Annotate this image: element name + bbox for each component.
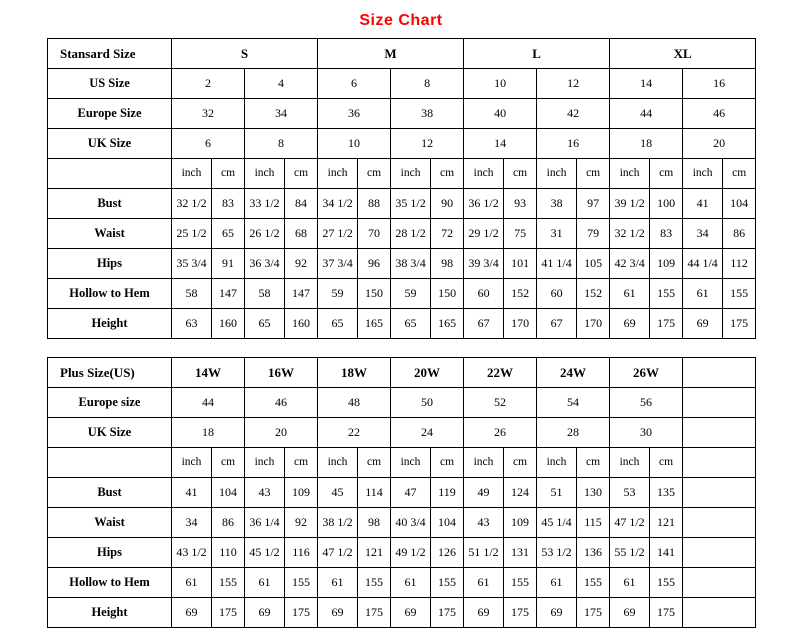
blank-cell <box>683 538 756 568</box>
measure-value: 44 1/4 <box>683 249 723 279</box>
unit-label: cm <box>577 448 610 478</box>
row-label: Waist <box>48 508 172 538</box>
measure-value: 32 1/2 <box>172 189 212 219</box>
measure-value: 69 <box>391 598 431 628</box>
group-header: 14W <box>172 358 245 388</box>
group-header: 22W <box>464 358 537 388</box>
table-row <box>48 219 756 249</box>
table-row <box>48 249 756 279</box>
measure-value: 58 <box>245 279 285 309</box>
table-row <box>48 418 756 448</box>
measure-value: 42 3/4 <box>610 249 650 279</box>
measure-value: 61 <box>610 568 650 598</box>
measure-value: 28 1/2 <box>391 219 431 249</box>
measure-value: 86 <box>212 508 245 538</box>
measure-value: 68 <box>285 219 318 249</box>
size-value: 42 <box>537 99 610 129</box>
measure-value: 101 <box>504 249 537 279</box>
measure-value: 104 <box>212 478 245 508</box>
unit-label: cm <box>504 159 537 189</box>
measure-value: 72 <box>431 219 464 249</box>
measure-value: 51 <box>537 478 577 508</box>
group-header: 26W <box>610 358 683 388</box>
measure-value: 155 <box>285 568 318 598</box>
measure-value: 59 <box>318 279 358 309</box>
unit-label: cm <box>212 159 245 189</box>
unit-label: cm <box>285 159 318 189</box>
measure-value: 175 <box>577 598 610 628</box>
measure-value: 36 1/4 <box>245 508 285 538</box>
measure-value: 32 1/2 <box>610 219 650 249</box>
unit-label: cm <box>212 448 245 478</box>
size-value: 12 <box>391 129 464 159</box>
measure-value: 175 <box>358 598 391 628</box>
row-label: Bust <box>48 478 172 508</box>
size-value: 24 <box>391 418 464 448</box>
measure-value: 43 <box>245 478 285 508</box>
unit-label: inch <box>391 448 431 478</box>
table-row <box>48 189 756 219</box>
measure-value: 35 3/4 <box>172 249 212 279</box>
measure-value: 160 <box>212 309 245 339</box>
measure-value: 61 <box>172 568 212 598</box>
table-row <box>48 69 756 99</box>
measure-value: 60 <box>537 279 577 309</box>
measure-value: 126 <box>431 538 464 568</box>
measure-value: 69 <box>537 598 577 628</box>
size-value: 44 <box>172 388 245 418</box>
measure-value: 109 <box>285 478 318 508</box>
size-value: 12 <box>537 69 610 99</box>
measure-value: 147 <box>285 279 318 309</box>
measure-value: 63 <box>172 309 212 339</box>
measure-value: 124 <box>504 478 537 508</box>
size-value: 56 <box>610 388 683 418</box>
measure-value: 51 1/2 <box>464 538 504 568</box>
measure-value: 165 <box>431 309 464 339</box>
unit-label: cm <box>577 159 610 189</box>
size-value: 36 <box>318 99 391 129</box>
table-row <box>48 309 756 339</box>
group-header: 16W <box>245 358 318 388</box>
measure-value: 131 <box>504 538 537 568</box>
measure-value: 175 <box>650 309 683 339</box>
measure-value: 41 <box>172 478 212 508</box>
size-value: 8 <box>391 69 464 99</box>
measure-value: 88 <box>358 189 391 219</box>
group-header: L <box>464 39 610 69</box>
size-chart-container <box>0 38 802 628</box>
measure-value: 65 <box>212 219 245 249</box>
size-value: 14 <box>464 129 537 159</box>
blank-cell <box>683 388 756 418</box>
size-value: 6 <box>172 129 245 159</box>
table-row <box>48 568 756 598</box>
blank-cell <box>683 478 756 508</box>
measure-value: 55 1/2 <box>610 538 650 568</box>
size-value: 44 <box>610 99 683 129</box>
measure-value: 69 <box>683 309 723 339</box>
size-value: 50 <box>391 388 464 418</box>
size-value: 54 <box>537 388 610 418</box>
unit-label: inch <box>172 448 212 478</box>
group-header: S <box>172 39 318 69</box>
size-value: 4 <box>245 69 318 99</box>
measure-value: 109 <box>504 508 537 538</box>
table-row <box>48 508 756 538</box>
measure-value: 37 3/4 <box>318 249 358 279</box>
size-value: 26 <box>464 418 537 448</box>
table-row <box>48 478 756 508</box>
measure-value: 41 1/4 <box>537 249 577 279</box>
measure-value: 104 <box>431 508 464 538</box>
size-value: 32 <box>172 99 245 129</box>
measure-value: 112 <box>723 249 756 279</box>
group-header: XL <box>610 39 756 69</box>
measure-value: 170 <box>577 309 610 339</box>
row-label: Height <box>48 598 172 628</box>
measure-value: 135 <box>650 478 683 508</box>
measure-value: 90 <box>431 189 464 219</box>
measure-value: 130 <box>577 478 610 508</box>
unit-label: inch <box>464 159 504 189</box>
measure-value: 141 <box>650 538 683 568</box>
measure-value: 155 <box>650 279 683 309</box>
size-value: 14 <box>610 69 683 99</box>
measure-value: 39 3/4 <box>464 249 504 279</box>
blank-cell <box>683 358 756 388</box>
size-value: 48 <box>318 388 391 418</box>
measure-value: 69 <box>610 598 650 628</box>
row-label: Hips <box>48 249 172 279</box>
unit-label: cm <box>358 159 391 189</box>
measure-value: 38 <box>537 189 577 219</box>
unit-label: inch <box>537 448 577 478</box>
measure-value: 70 <box>358 219 391 249</box>
size-value: 18 <box>172 418 245 448</box>
measure-value: 41 <box>683 189 723 219</box>
unit-label: cm <box>723 159 756 189</box>
size-value: 34 <box>245 99 318 129</box>
size-value: 40 <box>464 99 537 129</box>
measure-value: 150 <box>431 279 464 309</box>
measure-value: 47 1/2 <box>610 508 650 538</box>
unit-label: cm <box>431 448 464 478</box>
measure-value: 61 <box>318 568 358 598</box>
size-value: 30 <box>610 418 683 448</box>
measure-value: 35 1/2 <box>391 189 431 219</box>
size-value: 20 <box>245 418 318 448</box>
row-label: Europe Size <box>48 99 172 129</box>
measure-value: 150 <box>358 279 391 309</box>
measure-value: 84 <box>285 189 318 219</box>
table-row <box>48 358 756 388</box>
measure-value: 49 1/2 <box>391 538 431 568</box>
measure-value: 92 <box>285 508 318 538</box>
row-label: Hollow to Hem <box>48 279 172 309</box>
measure-value: 152 <box>504 279 537 309</box>
measure-value: 100 <box>650 189 683 219</box>
table-row <box>48 39 756 69</box>
measure-value: 91 <box>212 249 245 279</box>
blank-cell <box>683 418 756 448</box>
standard-size-table <box>47 38 756 339</box>
measure-value: 119 <box>431 478 464 508</box>
measure-value: 121 <box>650 508 683 538</box>
size-value: 46 <box>683 99 756 129</box>
size-value: 18 <box>610 129 683 159</box>
size-value: 10 <box>318 129 391 159</box>
measure-value: 33 1/2 <box>245 189 285 219</box>
group-header: 24W <box>537 358 610 388</box>
measure-value: 155 <box>504 568 537 598</box>
plus-table-body <box>48 358 756 628</box>
table-gap <box>47 339 755 357</box>
unit-label: cm <box>650 159 683 189</box>
row-label: Hips <box>48 538 172 568</box>
size-value: 8 <box>245 129 318 159</box>
row-label: Hollow to Hem <box>48 568 172 598</box>
table-row <box>48 538 756 568</box>
measure-value: 175 <box>431 598 464 628</box>
size-value: 20 <box>683 129 756 159</box>
measure-value: 65 <box>391 309 431 339</box>
standard-table-body <box>48 39 756 339</box>
measure-value: 67 <box>464 309 504 339</box>
measure-value: 47 <box>391 478 431 508</box>
row-label: Height <box>48 309 172 339</box>
measure-value: 165 <box>358 309 391 339</box>
unit-label: inch <box>318 448 358 478</box>
size-value: 6 <box>318 69 391 99</box>
blank-cell <box>683 568 756 598</box>
measure-value: 155 <box>431 568 464 598</box>
measure-value: 25 1/2 <box>172 219 212 249</box>
measure-value: 59 <box>391 279 431 309</box>
row-label: US Size <box>48 69 172 99</box>
row-label: Europe size <box>48 388 172 418</box>
measure-value: 83 <box>212 189 245 219</box>
measure-value: 40 3/4 <box>391 508 431 538</box>
measure-value: 45 1/4 <box>537 508 577 538</box>
measure-value: 175 <box>504 598 537 628</box>
measure-value: 53 1/2 <box>537 538 577 568</box>
measure-value: 45 <box>318 478 358 508</box>
unit-label: inch <box>537 159 577 189</box>
measure-value: 96 <box>358 249 391 279</box>
measure-value: 31 <box>537 219 577 249</box>
table-row <box>48 279 756 309</box>
measure-value: 175 <box>285 598 318 628</box>
measure-value: 115 <box>577 508 610 538</box>
measure-value: 175 <box>212 598 245 628</box>
measure-value: 47 1/2 <box>318 538 358 568</box>
row-label: UK Size <box>48 418 172 448</box>
measure-value: 104 <box>723 189 756 219</box>
measure-value: 69 <box>245 598 285 628</box>
measure-value: 26 1/2 <box>245 219 285 249</box>
unit-label: inch <box>464 448 504 478</box>
corner-label: Stansard Size <box>48 39 172 69</box>
unit-label: cm <box>358 448 391 478</box>
size-value: 10 <box>464 69 537 99</box>
measure-value: 49 <box>464 478 504 508</box>
measure-value: 155 <box>650 568 683 598</box>
measure-value: 105 <box>577 249 610 279</box>
unit-label: inch <box>245 159 285 189</box>
measure-value: 45 1/2 <box>245 538 285 568</box>
measure-value: 67 <box>537 309 577 339</box>
measure-value: 38 1/2 <box>318 508 358 538</box>
measure-value: 110 <box>212 538 245 568</box>
table-row <box>48 99 756 129</box>
size-value: 2 <box>172 69 245 99</box>
measure-value: 34 <box>172 508 212 538</box>
measure-value: 170 <box>504 309 537 339</box>
measure-value: 34 <box>683 219 723 249</box>
size-value: 28 <box>537 418 610 448</box>
page-title: Size Chart <box>359 12 443 29</box>
measure-value: 61 <box>391 568 431 598</box>
unit-label: inch <box>172 159 212 189</box>
measure-value: 93 <box>504 189 537 219</box>
plus-size-table <box>47 357 756 628</box>
size-value: 46 <box>245 388 318 418</box>
measure-value: 69 <box>464 598 504 628</box>
unit-label: inch <box>318 159 358 189</box>
measure-value: 36 1/2 <box>464 189 504 219</box>
unit-label: cm <box>431 159 464 189</box>
measure-value: 53 <box>610 478 650 508</box>
measure-value: 58 <box>172 279 212 309</box>
row-label: Bust <box>48 189 172 219</box>
measure-value: 43 1/2 <box>172 538 212 568</box>
unit-label: inch <box>610 448 650 478</box>
measure-value: 65 <box>245 309 285 339</box>
measure-value: 61 <box>245 568 285 598</box>
measure-value: 155 <box>212 568 245 598</box>
unit-label: cm <box>504 448 537 478</box>
group-header: 18W <box>318 358 391 388</box>
row-label <box>48 448 172 478</box>
measure-value: 86 <box>723 219 756 249</box>
measure-value: 109 <box>650 249 683 279</box>
measure-value: 27 1/2 <box>318 219 358 249</box>
blank-cell <box>683 598 756 628</box>
measure-value: 98 <box>431 249 464 279</box>
unit-label: cm <box>650 448 683 478</box>
measure-value: 69 <box>610 309 650 339</box>
measure-value: 155 <box>577 568 610 598</box>
measure-value: 43 <box>464 508 504 538</box>
measure-value: 160 <box>285 309 318 339</box>
measure-value: 83 <box>650 219 683 249</box>
measure-value: 61 <box>537 568 577 598</box>
table-row <box>48 598 756 628</box>
table-row <box>48 159 756 189</box>
measure-value: 175 <box>650 598 683 628</box>
measure-value: 152 <box>577 279 610 309</box>
group-header: M <box>318 39 464 69</box>
table-row <box>48 448 756 478</box>
row-label: UK Size <box>48 129 172 159</box>
unit-label: inch <box>683 159 723 189</box>
measure-value: 114 <box>358 478 391 508</box>
measure-value: 155 <box>723 279 756 309</box>
measure-value: 39 1/2 <box>610 189 650 219</box>
measure-value: 136 <box>577 538 610 568</box>
measure-value: 29 1/2 <box>464 219 504 249</box>
unit-label: inch <box>610 159 650 189</box>
measure-value: 97 <box>577 189 610 219</box>
measure-value: 79 <box>577 219 610 249</box>
size-value: 16 <box>537 129 610 159</box>
measure-value: 61 <box>464 568 504 598</box>
measure-value: 116 <box>285 538 318 568</box>
measure-value: 98 <box>358 508 391 538</box>
table-row <box>48 129 756 159</box>
measure-value: 155 <box>358 568 391 598</box>
row-label: Waist <box>48 219 172 249</box>
measure-value: 60 <box>464 279 504 309</box>
measure-value: 38 3/4 <box>391 249 431 279</box>
corner-label: Plus Size(US) <box>48 358 172 388</box>
table-row <box>48 388 756 418</box>
measure-value: 92 <box>285 249 318 279</box>
measure-value: 34 1/2 <box>318 189 358 219</box>
unit-label: inch <box>245 448 285 478</box>
blank-cell <box>683 448 756 478</box>
measure-value: 65 <box>318 309 358 339</box>
size-value: 16 <box>683 69 756 99</box>
group-header: 20W <box>391 358 464 388</box>
measure-value: 147 <box>212 279 245 309</box>
row-label <box>48 159 172 189</box>
measure-value: 69 <box>172 598 212 628</box>
measure-value: 61 <box>610 279 650 309</box>
size-value: 22 <box>318 418 391 448</box>
size-value: 38 <box>391 99 464 129</box>
measure-value: 175 <box>723 309 756 339</box>
blank-cell <box>683 508 756 538</box>
measure-value: 75 <box>504 219 537 249</box>
unit-label: cm <box>285 448 318 478</box>
measure-value: 36 3/4 <box>245 249 285 279</box>
size-value: 52 <box>464 388 537 418</box>
measure-value: 61 <box>683 279 723 309</box>
measure-value: 69 <box>318 598 358 628</box>
measure-value: 121 <box>358 538 391 568</box>
unit-label: inch <box>391 159 431 189</box>
